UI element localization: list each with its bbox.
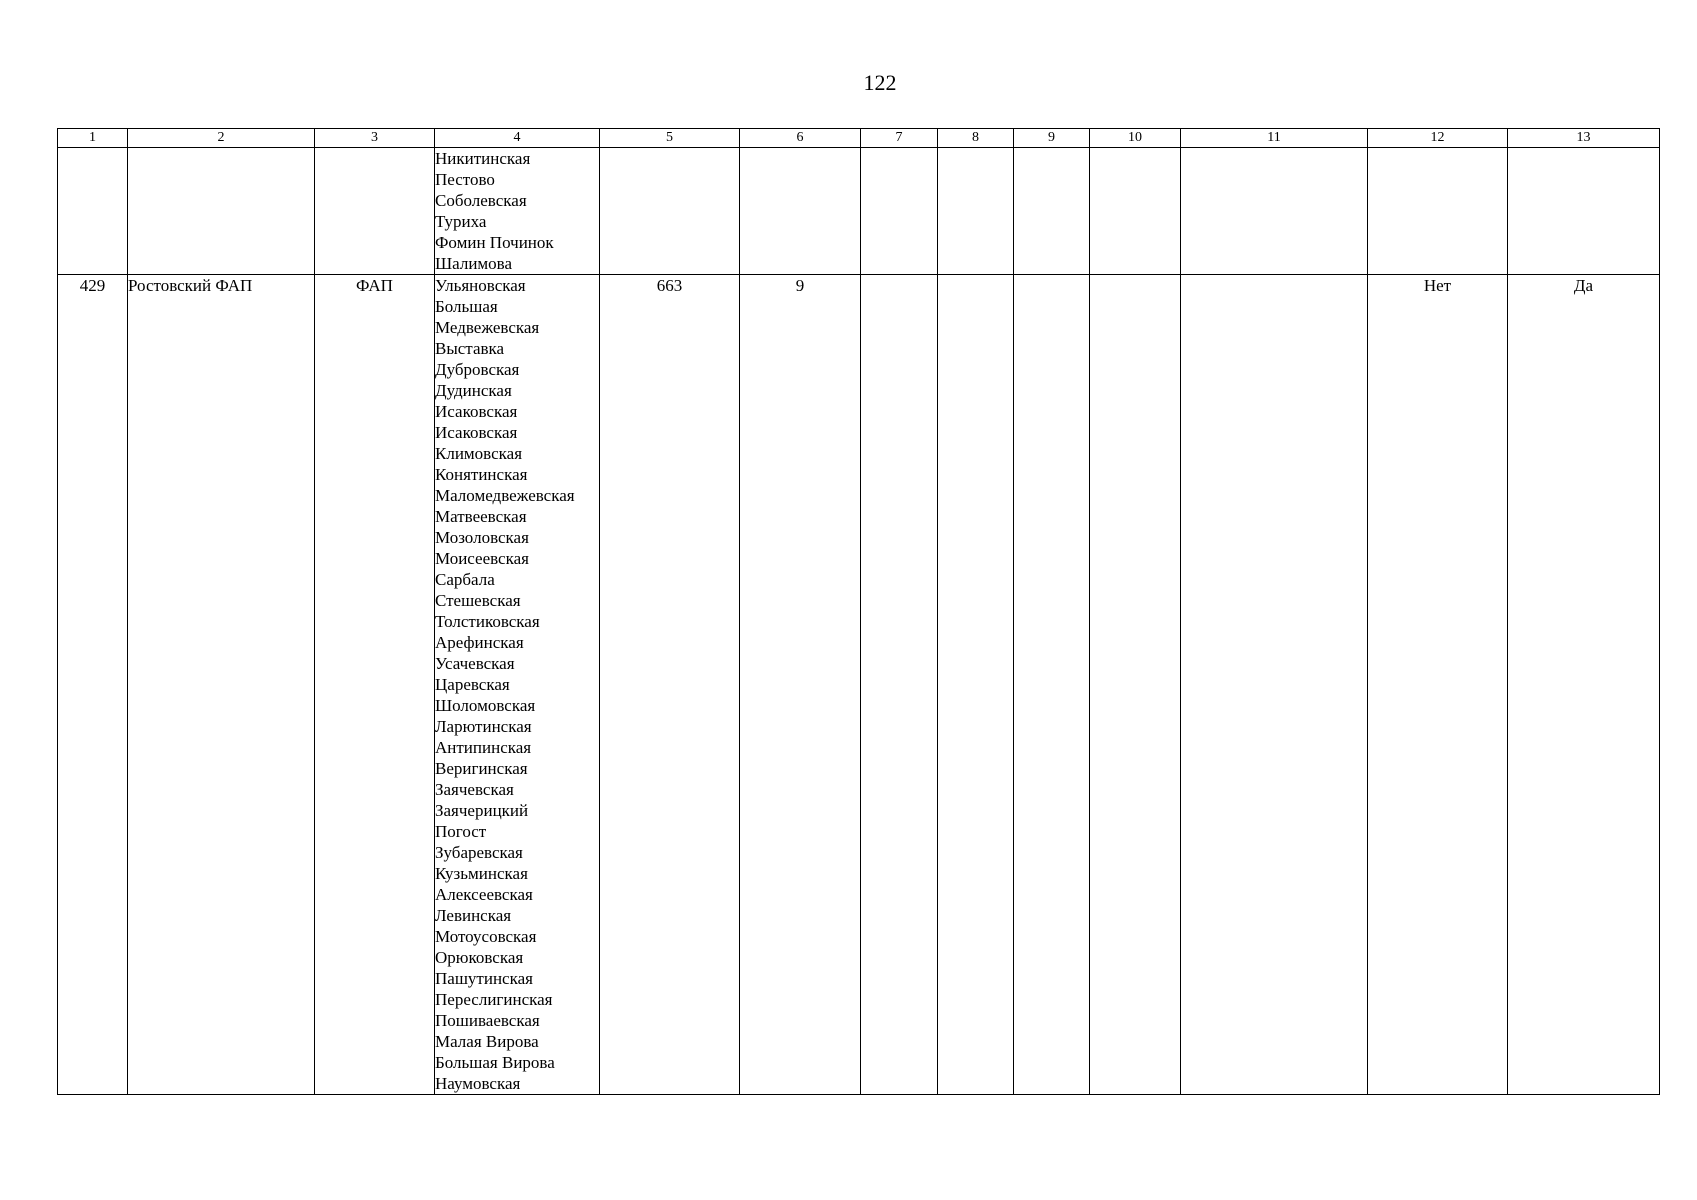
settlement-name: Толстиковская — [435, 612, 540, 631]
settlement-name: Ларютинская — [435, 717, 532, 736]
column-header: 5 — [600, 129, 740, 148]
column-header: 10 — [1090, 129, 1181, 148]
settlement-name: Исаковская — [435, 423, 518, 442]
settlement-name: Заячерицкий — [435, 801, 529, 820]
flag-cell: Нет — [1368, 275, 1508, 1095]
facility-type-cell: ФАП — [315, 275, 435, 1095]
settlement-name: Фомин Починок — [435, 233, 554, 252]
count-cell — [740, 148, 861, 275]
settlement-name: Климовская — [435, 444, 523, 463]
flag-cell — [1508, 148, 1660, 275]
settlement-name: Антипинская — [435, 738, 532, 757]
settlement-name: Мотоусовская — [435, 927, 537, 946]
settlement-name: Кузьминская — [435, 864, 528, 883]
population-cell — [600, 148, 740, 275]
settlement-name: Алексеевская — [435, 885, 533, 904]
settlement-name: Погост — [435, 822, 487, 841]
settlement-name: Шалимова — [435, 254, 513, 273]
column-header: 2 — [128, 129, 315, 148]
settlement-name: Медвежевская — [435, 318, 540, 337]
column-header: 12 — [1368, 129, 1508, 148]
flag-cell — [1368, 148, 1508, 275]
settlement-name: Заячевская — [435, 780, 514, 799]
row-number-cell: 429 — [58, 275, 128, 1095]
facility-name-cell — [128, 148, 315, 275]
facility-type-cell — [315, 148, 435, 275]
settlement-name: Стешевская — [435, 591, 521, 610]
empty-cell — [1181, 275, 1368, 1095]
empty-cell — [1090, 148, 1181, 275]
settlement-name: Никитинская — [435, 149, 531, 168]
settlement-name: Туриха — [435, 212, 487, 231]
column-header: 1 — [58, 129, 128, 148]
settlement-name: Конятинская — [435, 465, 528, 484]
settlement-name: Веригинская — [435, 759, 528, 778]
settlement-name: Переслигинская — [435, 990, 553, 1009]
settlement-name: Малая Вирова — [435, 1032, 539, 1051]
empty-cell — [938, 148, 1014, 275]
settlement-name: Орюковская — [435, 948, 524, 967]
settlement-name: Арефинская — [435, 633, 524, 652]
settlement-name: Шоломовская — [435, 696, 536, 715]
count-cell: 9 — [740, 275, 861, 1095]
settlement-name: Большая Вирова — [435, 1053, 555, 1072]
empty-cell — [1181, 148, 1368, 275]
empty-cell — [1090, 275, 1181, 1095]
row-number-cell — [58, 148, 128, 275]
column-header: 9 — [1014, 129, 1090, 148]
settlement-name: Сарбала — [435, 570, 495, 589]
settlement-name: Пашутинская — [435, 969, 533, 988]
settlement-name: Левинская — [435, 906, 512, 925]
column-header: 13 — [1508, 129, 1660, 148]
population-cell: 663 — [600, 275, 740, 1095]
settlement-name: Матвеевская — [435, 507, 527, 526]
settlements-list-cell — [435, 148, 600, 275]
empty-cell — [938, 275, 1014, 1095]
settlement-name: Дубровская — [435, 360, 520, 379]
settlement-name: Большая — [435, 297, 498, 316]
settlement-name: Соболевская — [435, 191, 527, 210]
empty-cell — [861, 148, 938, 275]
settlement-name: Наумовская — [435, 1074, 521, 1093]
settlement-name: Усачевская — [435, 654, 515, 673]
settlements-table — [57, 128, 1660, 1095]
table-row — [58, 148, 1660, 275]
page-number: 122 — [863, 70, 897, 95]
settlement-name: Пошиваевская — [435, 1011, 540, 1030]
settlement-name: Маломедвежевская — [435, 486, 575, 505]
flag-cell: Да — [1508, 275, 1660, 1095]
empty-cell — [1014, 275, 1090, 1095]
table-header-row — [58, 129, 1660, 148]
settlement-name: Выставка — [435, 339, 505, 358]
table-row — [58, 275, 1660, 1095]
settlement-name: Моисеевская — [435, 549, 529, 568]
settlement-name: Зубаревская — [435, 843, 523, 862]
settlement-name: Ульяновская — [435, 276, 526, 295]
column-header: 11 — [1181, 129, 1368, 148]
column-header: 4 — [435, 129, 600, 148]
empty-cell — [861, 275, 938, 1095]
facility-name-cell: Ростовский ФАП — [128, 275, 315, 1095]
column-header: 7 — [861, 129, 938, 148]
settlements-list-cell — [435, 275, 600, 1095]
column-header: 3 — [315, 129, 435, 148]
settlement-name: Пестово — [435, 170, 495, 189]
column-header: 6 — [740, 129, 861, 148]
settlement-name: Мозоловская — [435, 528, 529, 547]
column-header: 8 — [938, 129, 1014, 148]
settlement-name: Дудинская — [435, 381, 512, 400]
empty-cell — [1014, 148, 1090, 275]
settlement-name: Царевская — [435, 675, 510, 694]
settlement-name: Исаковская — [435, 402, 518, 421]
